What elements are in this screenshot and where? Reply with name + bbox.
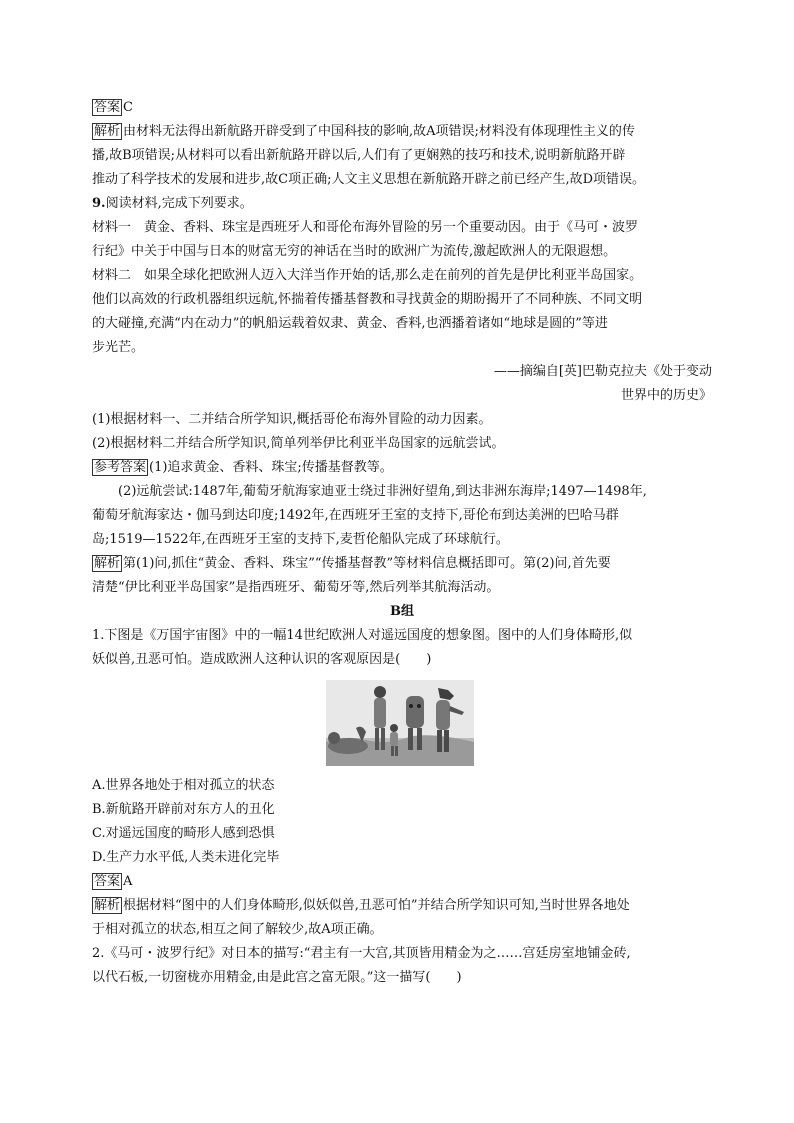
option-d: D.生产力水平低,人类未进化完毕 [92, 850, 280, 865]
material-2-line: 他们以高效的行政机器组织远航,怀揣着传播基督教和寻找黄金的期盼揭开了不同种族、不同文明 [92, 292, 643, 307]
sub-question-2: (2)根据材料二并结合所学知识,简单列举伊比利亚半岛国家的远航尝试。 [92, 436, 505, 451]
answer-value: C [123, 100, 133, 115]
answer-tag: 答案 [94, 874, 121, 889]
option-c: C.对遥远国度的畸形人感到恐惧 [92, 826, 275, 841]
question-9-prompt [92, 192, 712, 216]
analysis-line: 于相对孤立的状态,相互之间了解较少,故A项正确。 [92, 922, 383, 937]
analysis-text: 根据材料“图中的人们身体畸形,似妖似兽,丑恶可怕”并结合所学知识可知,当时世界各地处 [123, 898, 630, 913]
question-number: 9. [92, 196, 106, 211]
answer-value: A [123, 874, 133, 889]
source-citation: ——摘编自[英]巴勒克拉夫《处于变动 [493, 364, 712, 379]
analysis-text: 由材料无法得出新航路开辟受到了中国科技的影响,故A项错误;材料没有体现理性主义的传 [123, 124, 635, 139]
material-1-line: 材料一 黄金、香料、珠宝是西班牙人和哥伦布海外冒险的另一个重要动因。由于《马可・波罗 [92, 220, 639, 235]
reference-answer-text: (1)追求黄金、香料、珠宝;传播基督教等。 [149, 460, 393, 475]
material-2-line: 步光芒。 [92, 340, 145, 355]
source-citation: 世界中的历史》 [620, 388, 712, 403]
sub-question-1: (1)根据材料一、二并结合所学知识,概括哥伦布海外冒险的动力因素。 [92, 412, 492, 427]
question-b1-stem: 妖似兽,丑恶可怕。造成欧洲人这种认识的客观原因是( ) [92, 652, 432, 667]
analysis-line [92, 120, 712, 144]
group-b-title: B组 [390, 604, 414, 619]
option-a: A.世界各地处于相对孤立的状态 [92, 778, 275, 793]
question-b2-stem: 2.《马可・波罗行纪》对日本的描写:“君主有一大宫,其顶皆用精金为之……宫廷房室地铺金砖, [92, 946, 631, 961]
reference-answer-line: 岛;1519—1522年,在西班牙王室的支持下,麦哲伦船队完成了环球航行。 [92, 532, 509, 547]
woodcut-figures-image [326, 680, 474, 766]
material-2-line: 的大碰撞,充满“内在动力”的帆船运载着奴隶、黄金、香料,也洒播着诸如“地球是圆的”等进 [92, 316, 608, 331]
analysis-line: 播,故B项错误;从材料可以看出新航路开辟以后,人们有了更娴熟的技巧和技术,说明新航路开辟 [92, 148, 626, 163]
document-page [92, 96, 712, 990]
reference-answer-tag: 参考答案 [94, 460, 147, 475]
answer-line [92, 870, 712, 894]
answer-tag: 答案 [94, 100, 121, 115]
analysis-tag: 解析 [94, 124, 121, 139]
answer-line [92, 96, 712, 120]
question-text: 阅读材料,完成下列要求。 [105, 196, 253, 211]
analysis-text: 第(1)问,抓住“黄金、香料、珠宝”“传播基督教”等材料信息概括即可。第(2)问,首先要 [123, 556, 611, 571]
question-b2-stem: 以代石板,一切窗栊亦用精金,由是此宫之富无限。”这一描写( ) [92, 970, 462, 985]
reference-answer-line: (2)远航尝试:1487年,葡萄牙航海家迪亚士绕过非洲好望角,到达非洲东海岸;1497—1498年, [118, 484, 647, 499]
reference-answer-line: 葡萄牙航海家达・伽马到达印度;1492年,在西班牙王室的支持下,哥伦布到达美洲的巴哈马群 [92, 508, 619, 523]
analysis-line [92, 552, 712, 576]
material-1-line: 行纪》中关于中国与日本的财富无穷的神话在当时的欧洲广为流传,激起欧洲人的无限遐想。 [92, 244, 617, 259]
analysis-tag: 解析 [94, 898, 121, 913]
analysis-line [92, 894, 712, 918]
question-b1-stem: 1.下图是《万国宇宙图》中的一幅14世纪欧洲人对遥远国度的想象图。图中的人们身体畸形,似 [92, 628, 633, 643]
reference-answer-line [92, 456, 712, 480]
monster-illustration [326, 680, 474, 766]
material-2-line: 材料二 如果全球化把欧洲人迈入大洋当作开始的话,那么走在前列的首先是伊比利亚半岛国家。 [92, 268, 643, 283]
analysis-line: 清楚“伊比利亚半岛国家”是指西班牙、葡萄牙等,然后列举其航海活动。 [92, 580, 500, 595]
analysis-line: 推动了科学技术的发展和进步,故C项正确;人文主义思想在新航路开辟之前已经产生,故D项错误。 [92, 172, 646, 187]
analysis-tag: 解析 [94, 556, 121, 571]
option-b: B.新航路开辟前对东方人的丑化 [92, 802, 275, 817]
